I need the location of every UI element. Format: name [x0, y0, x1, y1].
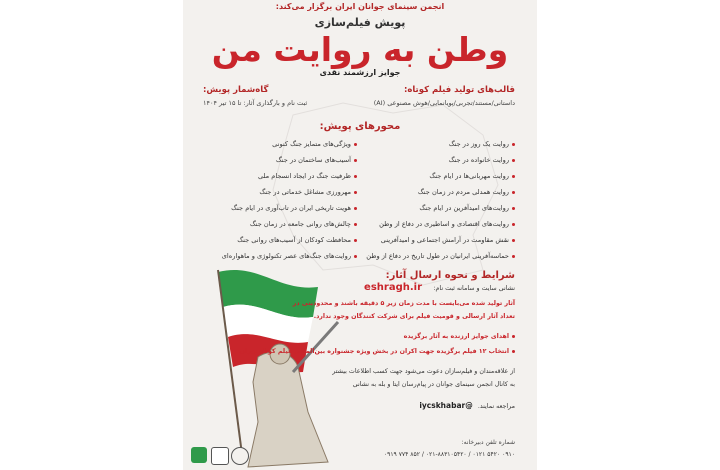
topic-item: روایت‌های امیدآفرین در ایام جنگ — [419, 204, 515, 212]
page-title: وطن به روایت من — [211, 30, 509, 69]
warrior-flag-illustration — [198, 262, 348, 470]
conditions-heading: شرایط و نحوه ارسال آثار: — [385, 270, 515, 281]
site-line: نشانی سایت و سامانه ثبت نام: — [433, 285, 515, 292]
phone-label: شماره تلفن دبیرخانه: — [461, 439, 515, 446]
invite-line-2: به کانال انجمن سینمای جوانان در پیام‌رسان ایتا و بله به نشانی — [352, 381, 515, 388]
phone-numbers: ۰۹۱۰ ۵۴۲۰ ۰۱۲۱ / ۰۲۱-۸۸۳۱۰۵۴۲۰ / ۸۵۲ ۷۷۴ ۰۹۱۹ — [383, 451, 515, 458]
topic-item: چالش‌های روانی جامعه در زمان جنگ — [250, 220, 357, 228]
topic-item: روایت خانواده در جنگ — [449, 156, 515, 164]
film-reel-logo-icon — [211, 447, 229, 465]
topic-item: روایت یک روز در جنگ — [449, 140, 515, 148]
seal-logo-icon — [231, 447, 249, 465]
topic-item: ویژگی‌های متمایز جنگ کنونی — [272, 140, 357, 148]
topic-item: حماسه‌آفرینی ایرانیان در طول تاریخ در دفاع از وطن — [366, 252, 515, 260]
topic-item: محافظت کودکان از آسیب‌های روانی جنگ — [237, 236, 357, 244]
presenter-line: انجمن سینمای جوانان ایران برگزار می‌کند: — [275, 2, 445, 11]
invite-line-1: از علاقه‌مندان و فیلم‌سازان دعوت می‌شود جهت کسب اطلاعات بیشتر — [332, 368, 515, 375]
topic-item: هویت تاریخی ایران در تاب‌آوری در ایام جنگ — [231, 204, 357, 212]
invite-end: مراجعه نمایند. — [477, 403, 515, 410]
poster — [183, 0, 537, 470]
duration-rule: آثار تولید شده می‌بایست با مدت زمان زیر ۵ دقیقه باشند و محدودیتی در — [292, 300, 515, 307]
topic-item: مهرورزی مشاغل خدماتی در جنگ — [259, 188, 357, 196]
topic-item: روایت همدلی مردم در زمان جنگ — [418, 188, 515, 196]
topic-item: روایت‌های جنگ‌های عصر تکنولوژی و ماهواره‌ای — [222, 252, 357, 260]
topic-item: روایت مهربانی‌ها در ایام جنگ — [429, 172, 515, 180]
site-link[interactable]: eshragh.ir — [364, 282, 422, 293]
prize-note: جوایز ارزشمند نقدی — [319, 68, 401, 77]
formats-label: قالب‌های تولید فیلم کوتاه: — [403, 85, 515, 95]
topic-item: آسیب‌های ساختمان در جنگ — [276, 156, 357, 164]
topics-heading: محورهای پویش: — [319, 121, 401, 132]
warrior-figure — [248, 352, 328, 467]
topic-item: نقش مقاومت در آرامش اجتماعی و امیدآفرینی — [381, 236, 515, 244]
channel-line — [419, 393, 515, 412]
topic-item: روایت‌های اقتصادی و اساطیری در دفاع از وطن — [379, 220, 515, 228]
topic-item: ظرفیت جنگ در ایجاد انسجام ملی — [258, 172, 357, 180]
deadline-label: گاه‌شمار پویش: — [203, 85, 269, 95]
cinema-logo-icon — [191, 447, 207, 463]
deadline-value: ثبت نام و بارگذاری آثار: تا ۱۵ تیر ۱۴۰۴ — [203, 99, 308, 107]
channel-handle[interactable]: @iycskhabar — [419, 401, 473, 410]
event-type: پویش فیلم‌سازی — [314, 16, 406, 29]
formats-value: داستانی/مستند/تجربی/پویانمایی/هوش مصنوعی (AI) — [373, 99, 515, 107]
award-line: اهدای جوایز ارزنده به آثار برگزیده — [404, 333, 515, 340]
count-rule: تعداد آثار ارسالی و قومیت فیلم برای شرکت کنندگان وجود ندارد. — [313, 313, 515, 320]
selection-line: انتخاب ۱۲ فیلم برگزیده جهت اکران در بخش ویژه جشنواره بین‌المللی فیلم کوتاه تهران — [239, 348, 515, 355]
